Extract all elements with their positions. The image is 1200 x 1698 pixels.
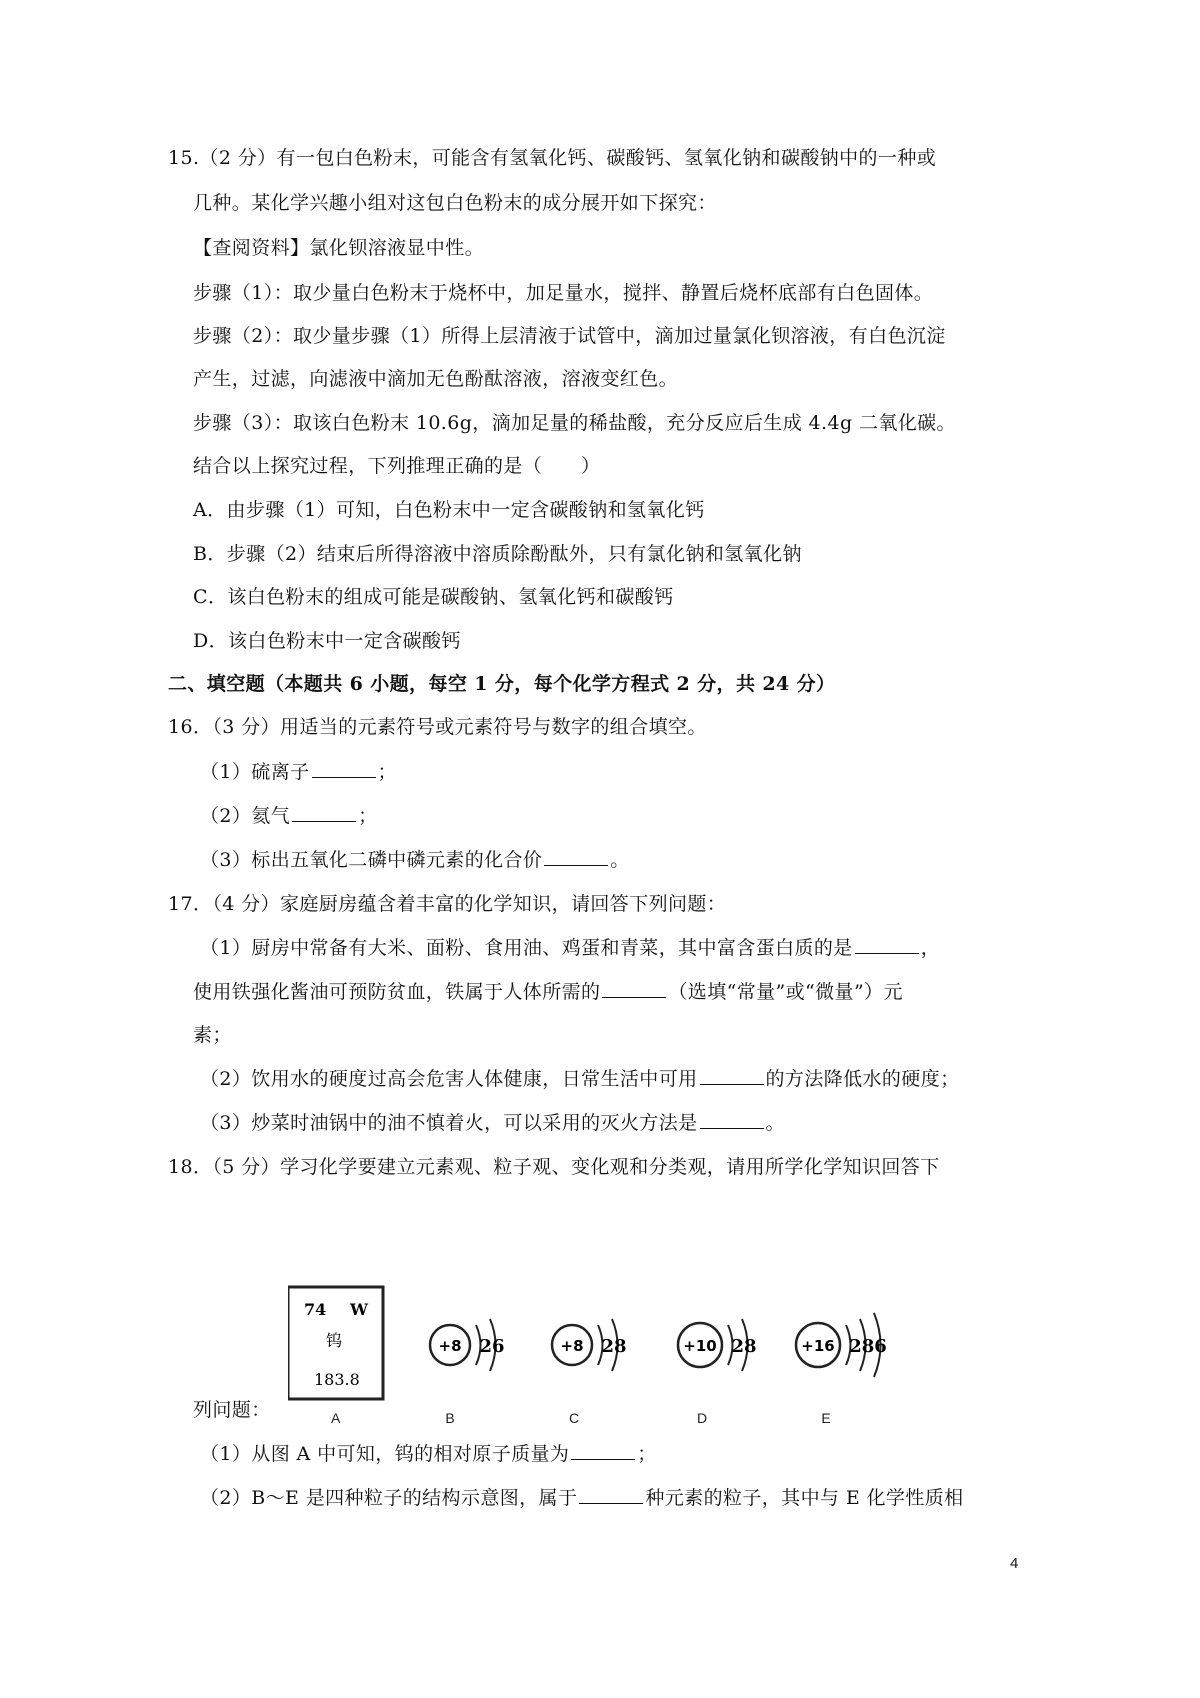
- q16-part2-blank[interactable]: [292, 803, 356, 822]
- q16-part1-end: ；: [377, 761, 397, 783]
- figure-label-c: C: [568, 1410, 580, 1425]
- q17-part3-end: 。: [765, 1112, 785, 1134]
- figure-label-b: B: [445, 1410, 455, 1425]
- q15-option-c: C．该白色粉末的组成可能是碳酸钠、氢氧化钙和碳酸钙: [193, 586, 674, 608]
- figure-label-e: E: [821, 1410, 831, 1425]
- q18-part1: [200, 1441, 657, 1467]
- q15-step3: 步骤（3）：取该白色粉末 10.6g，滴加足量的稀盐酸，充分反应后生成 4.4g 二氧化碳。: [193, 412, 956, 434]
- q17-part2-end: 的方法降低水的硬度；: [765, 1068, 960, 1090]
- q16-part3: [200, 847, 630, 873]
- particle-d-nucleus: +10: [683, 1337, 717, 1355]
- section-heading: 二、填空题（本题共 6 小题，每空 1 分，每个化学方程式 2 分，共 24 分）: [168, 673, 836, 695]
- q16-part3-end: 。: [610, 849, 630, 871]
- q15-reference: 【查阅资料】氯化钡溶液显中性。: [193, 237, 485, 259]
- element-mass: 183.8: [314, 1370, 360, 1389]
- q18-part1-end: ；: [637, 1443, 657, 1465]
- q18-part1-blank[interactable]: [571, 1441, 635, 1460]
- q16-part2: [200, 803, 378, 829]
- particle-e: [796, 1313, 887, 1377]
- particle-d-shells: 28: [731, 1336, 757, 1357]
- q15-option-d: D．该白色粉末中一定含碳酸钙: [193, 630, 461, 652]
- particle-e-nucleus: +16: [801, 1337, 835, 1355]
- q16-part1: [200, 759, 397, 785]
- q15-option-a: A．由步骤（1）可知，白色粉末中一定含碳酸钠和氢氧化钙: [193, 499, 705, 521]
- q16-part2-end: ；: [358, 805, 378, 827]
- q15-line2: 几种。某化学兴趣小组对这包白色粉末的成分展开如下探究：: [193, 192, 717, 214]
- q18-part2-end: 种元素的粒子，其中与 E 化学性质相: [645, 1487, 964, 1509]
- q17-part1a: [200, 935, 940, 961]
- q17-part2-blank[interactable]: [700, 1066, 764, 1085]
- q17-part1a-end: ，: [920, 937, 941, 959]
- q16-stem: 16．（3 分）用适当的元素符号或元素符号与数字的组合填空。: [168, 716, 707, 738]
- particle-c-nucleus: +8: [560, 1337, 584, 1355]
- q17-part1a-blank[interactable]: [855, 935, 919, 954]
- q17-part3-blank[interactable]: [700, 1110, 764, 1129]
- q18-part1-text: （1）从图 A 中可知，钨的相对原子质量为: [200, 1443, 570, 1465]
- q15-option-b: B．步骤（2）结束后所得溶液中溶质除酚酞外，只有氯化钠和氢氧化钠: [193, 543, 802, 565]
- particle-b-nucleus: +8: [438, 1337, 462, 1355]
- page-number: 4: [1010, 1555, 1019, 1572]
- figure-label-a: A: [331, 1410, 341, 1425]
- element-name: 钨: [326, 1331, 343, 1350]
- q17-part2: [200, 1066, 960, 1092]
- particle-b-shells: 26: [479, 1336, 505, 1357]
- q17-stem: 17．（4 分）家庭厨房蕴含着丰富的化学知识，请回答下列问题：: [168, 893, 727, 915]
- q15-step1: 步骤（1）：取少量白色粉末于烧杯中，加足量水，搅拌、静置后烧杯底部有白色固体。: [193, 282, 934, 304]
- q17-part1b-end: （选填“常量”或“微量”）元: [668, 981, 903, 1003]
- particle-d: [678, 1319, 757, 1371]
- q16-part1-text: （1）硫离子: [200, 761, 310, 783]
- q17-part2-text: （2）饮用水的硬度过高会危害人体健康，日常生活中可用: [200, 1068, 698, 1090]
- element-symbol: W: [350, 1300, 368, 1319]
- particle-e-shells: 286: [849, 1336, 887, 1357]
- element-atomic-number: 74: [304, 1300, 327, 1319]
- q16-part2-text: （2）氦气: [200, 805, 291, 827]
- q15-step2b: 产生，过滤，向滤液中滴加无色酚酞溶液，溶液变红色。: [193, 368, 679, 390]
- structure-diagram-figure: [288, 1285, 978, 1425]
- q15-line1: 15.（2 分）有一包白色粉末，可能含有氢氧化钙、碳酸钙、氢氧化钠和碳酸钠中的一种或: [168, 147, 937, 169]
- q18-part2: [200, 1485, 964, 1511]
- q16-part3-blank[interactable]: [544, 847, 608, 866]
- q15-stem: 结合以上探究过程，下列推理正确的是（ ）: [193, 455, 601, 477]
- element-card-w: [288, 1287, 383, 1399]
- particle-b: [430, 1319, 505, 1371]
- q16-part3-text: （3）标出五氧化二磷中磷元素的化合价: [200, 849, 543, 871]
- q18-part2-blank[interactable]: [579, 1485, 643, 1504]
- q15-step2a: 步骤（2）：取少量步骤（1）所得上层清液于试管中，滴加过量氯化钡溶液，有白色沉淀: [193, 325, 946, 347]
- q18-continuation: 列问题：: [193, 1399, 271, 1421]
- q17-part1b: [193, 979, 903, 1005]
- q17-part1b-blank[interactable]: [602, 979, 666, 998]
- q17-part1a-text: （1）厨房中常备有大米、面粉、食用油、鸡蛋和青菜，其中富含蛋白质的是: [200, 937, 853, 959]
- q16-part1-blank[interactable]: [312, 759, 376, 778]
- particle-c-shells: 28: [601, 1336, 627, 1357]
- particle-c: [552, 1319, 627, 1371]
- q18-stem: 18．（5 分）学习化学要建立元素观、粒子观、变化观和分类观，请用所学化学知识回答下: [168, 1156, 940, 1178]
- q17-part1c: 素；: [193, 1024, 232, 1046]
- q17-part1b-text: 使用铁强化酱油可预防贫血，铁属于人体所需的: [193, 981, 601, 1003]
- q18-part2-text: （2）B～E 是四种粒子的结构示意图，属于: [200, 1487, 578, 1509]
- q17-part3-text: （3）炒菜时油锅中的油不慎着火，可以采用的灭火方法是: [200, 1112, 698, 1134]
- figure-label-d: D: [696, 1410, 708, 1425]
- q17-part3: [200, 1110, 785, 1136]
